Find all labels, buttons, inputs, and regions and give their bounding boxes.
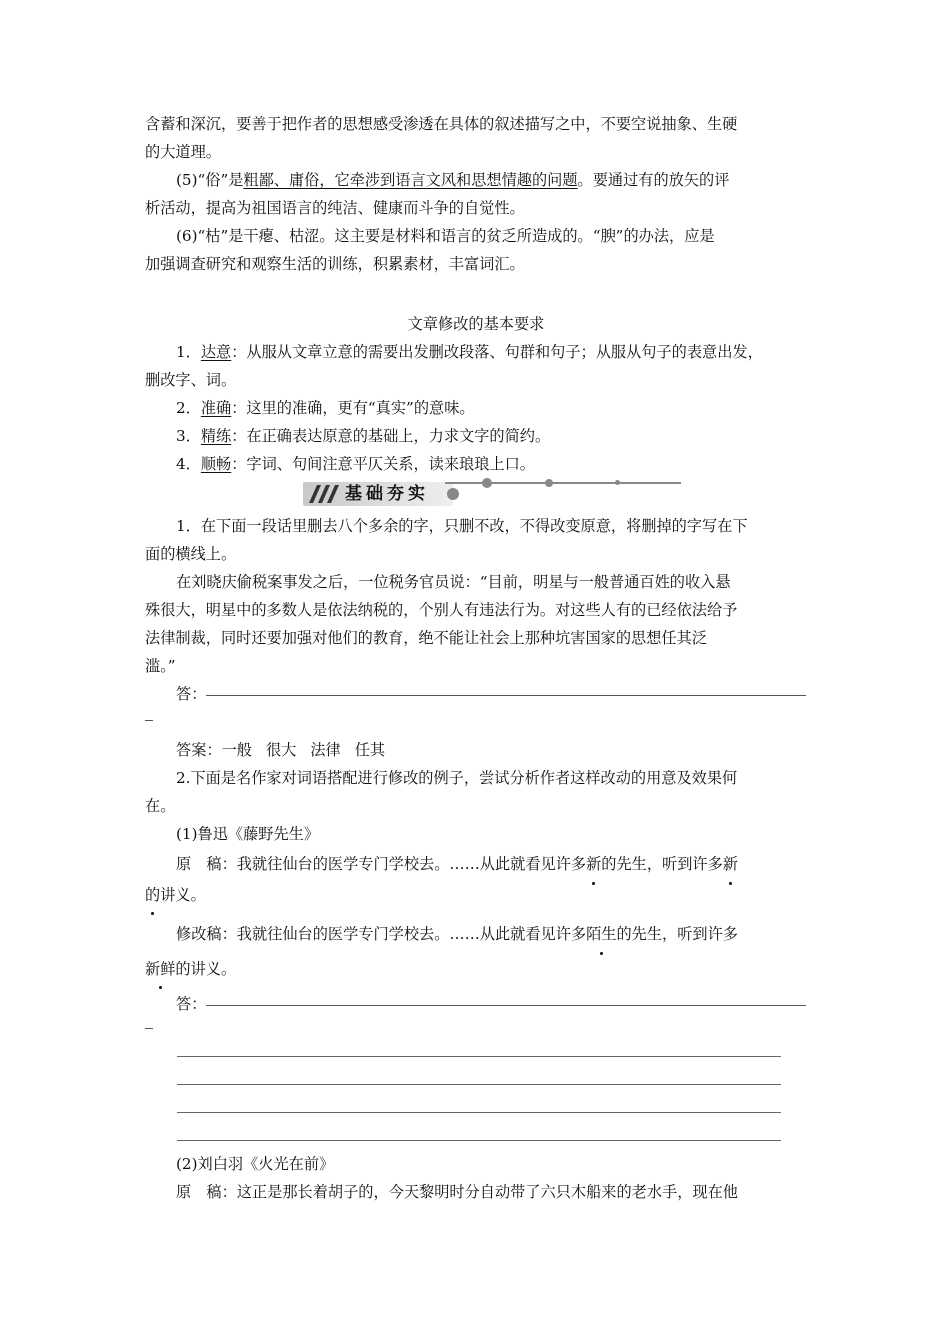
requirement-1: 1．达意：从服从文章立意的需要出发删改段落、句群和句子；从服从句子的表意出发， — [176, 343, 763, 361]
text-line — [145, 250, 807, 278]
question-1: 1．在下面一段话里删去八个多余的字，只删不改，不得改变原意，将删掉的字写在下 — [176, 517, 748, 535]
text-line: 在。 — [145, 797, 176, 815]
answer-line[interactable] — [177, 1084, 781, 1085]
term: 精练 — [200, 427, 232, 445]
answer-line[interactable] — [206, 1005, 806, 1006]
term: 顺畅 — [200, 455, 232, 473]
question-2: 2.下面是名作家对词语搭配进行修改的例子，尝试分析作者这样改动的用意及效果何 — [176, 769, 738, 787]
answer-line[interactable] — [177, 1056, 781, 1057]
answer-overflow — [145, 708, 807, 736]
section-heading: 文章修改的基本要求 — [407, 315, 545, 333]
document-page — [145, 110, 807, 1206]
emphasis-text: 陌生 — [586, 918, 616, 950]
decor-dot — [447, 488, 459, 500]
section-banner — [145, 478, 807, 512]
answer-row: 答： — [145, 990, 807, 1018]
emphasis-text: 的 — [145, 880, 160, 910]
text-line — [145, 194, 807, 222]
answer-lines — [145, 1018, 807, 1150]
answer-row: 答： — [145, 680, 807, 708]
banner-label — [303, 482, 453, 506]
emphasis-text: 新 — [723, 848, 738, 880]
stripes-icon — [309, 485, 341, 503]
term: 达意 — [200, 343, 232, 361]
decor-dot — [545, 479, 553, 487]
text: (5)“俗”是 — [176, 171, 244, 189]
text: 析活动，提高为祖国语言的纯洁、健康而斗争的自觉性。 — [145, 199, 525, 217]
answer-line[interactable] — [177, 1140, 781, 1141]
text: 。要通过有的放矢的评 — [577, 171, 730, 189]
decor-dot — [482, 478, 492, 488]
revised-draft: 修改稿：我就往仙台的医学专门学校去。……从此就看见许多陌生的先生，听到许多 — [145, 918, 807, 954]
requirement-3: 3．精练：在正确表达原意的基础上，力求文字的简约。 — [176, 427, 551, 445]
banner-title: 基础夯实 — [345, 484, 429, 504]
passage-line: 法律制裁，同时还要加强对他们的教育，绝不能让社会上那种坑害国家的思想任其泛 — [145, 629, 707, 647]
underlined-text: 粗鄙、庸俗，它牵涉到语言文风和思想情趣的问题 — [243, 171, 578, 189]
term: 准确 — [200, 399, 232, 417]
passage-line: 殊很大，明星中的多数人是依法纳税的，个别人有违法行为。对这些人有的已经依法给予 — [145, 601, 738, 619]
sub-question-2: (2)刘白羽《火光在前》 — [176, 1155, 335, 1173]
decor-dot — [615, 480, 620, 485]
text: 含蓄和深沉，要善于把作者的思想感受渗透在具体的叙述描写之中，不要空说抽象、生硬 — [145, 115, 738, 133]
text-line: 的讲义。 — [145, 880, 807, 918]
decor-line — [445, 482, 681, 484]
requirement-4: 4．顺畅：字词、句间注意平仄关系，读来琅琅上口。 — [176, 455, 535, 473]
original-draft-2: 原 稿：这正是那长着胡子的，今天黎明时分自动带了六只木船来的老水手，现在他 — [176, 1183, 738, 1201]
sub-question-1: (1)鲁迅《藤野先生》 — [176, 825, 320, 843]
passage-line: 滥。” — [145, 657, 176, 675]
answer-key: 答案：一般 很大 法律 任其 — [176, 741, 386, 759]
requirement-2: 2．准确：这里的准确，更有“真实”的意味。 — [176, 399, 475, 417]
paragraph-5 — [145, 166, 807, 194]
paragraph-6 — [145, 222, 807, 250]
text: 加强调查研究和观察生活的训练，积累素材，丰富词汇。 — [145, 255, 525, 273]
text: 的大道理。 — [145, 143, 221, 161]
emphasis-text: 新 — [586, 848, 601, 880]
text-line: 面的横线上。 — [145, 545, 237, 563]
emphasis-text: 新鲜 — [145, 954, 175, 984]
answer-line[interactable] — [177, 1112, 781, 1113]
text-line: 新鲜的讲义。 — [145, 954, 807, 990]
text: (6)“枯”是干瘪、枯涩。这主要是材料和语言的贫乏所造成的。“腴”的办法，应是 — [176, 227, 715, 245]
answer-line[interactable] — [206, 695, 806, 696]
passage-line: 在刘晓庆偷税案事发之后，一位税务官员说：“目前，明星与一般普通百姓的收入悬 — [176, 573, 731, 591]
text-line: 删改字、词。 — [145, 371, 237, 389]
original-draft: 原 稿：我就往仙台的医学专门学校去。……从此就看见许多新的先生，听到许多新 — [145, 848, 807, 880]
text-line — [145, 138, 807, 166]
text-line — [145, 110, 807, 138]
